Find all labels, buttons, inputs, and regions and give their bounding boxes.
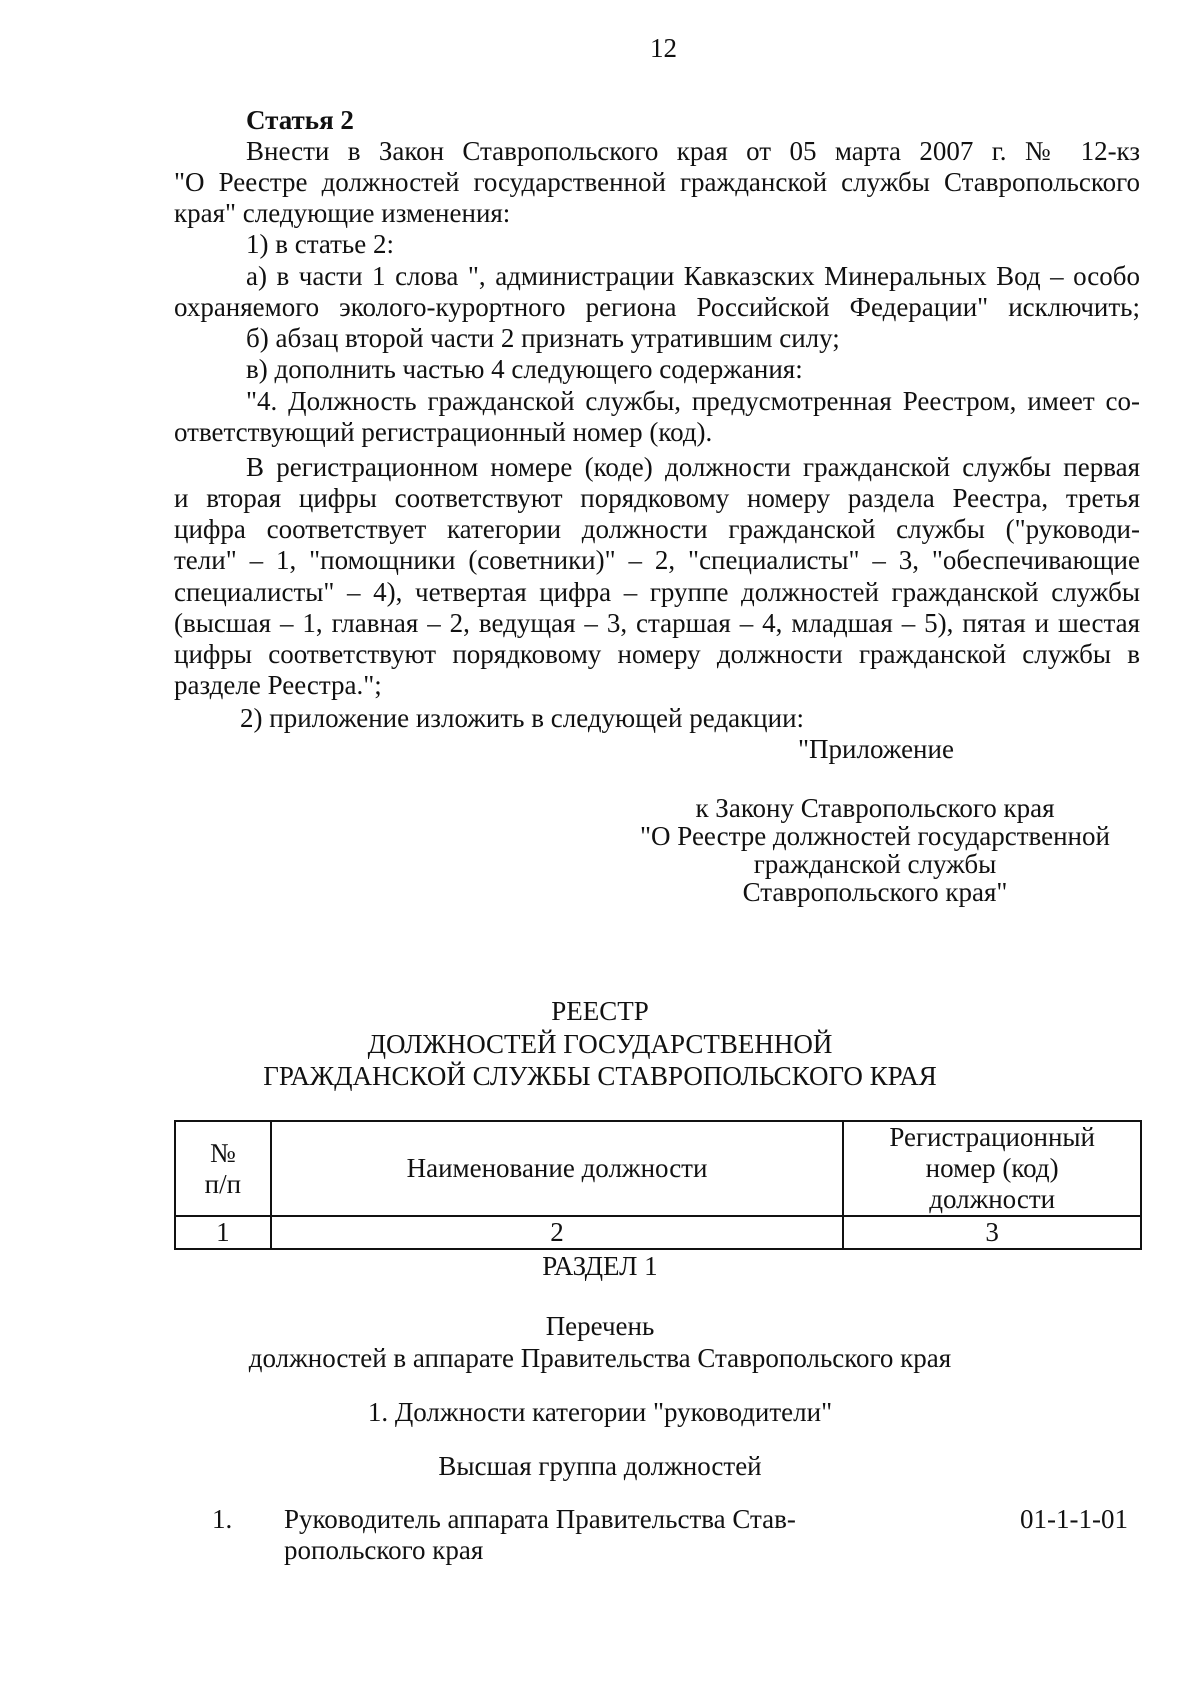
list-title: Перечень xyxy=(545,1311,655,1341)
appendix-line-4: Ставропольского края" xyxy=(742,877,1008,907)
appendix-line-1: к Закону Ставропольского края xyxy=(695,793,1055,823)
column-number-3: 3 xyxy=(843,1216,1141,1249)
appendix-label: "Приложение xyxy=(798,734,954,764)
paragraph-line-8: разделе Реестра."; xyxy=(174,670,382,700)
paragraph-line-6: (высшая – 1, главная – 2, ведущая – 3, старшая – 4, младшая – 5), пятая и шестая xyxy=(174,608,1140,638)
section-title: РАЗДЕЛ 1 xyxy=(542,1251,658,1281)
item-c: в) дополнить частью 4 следующего содержания: xyxy=(246,354,803,384)
article-intro-line-2: "О Реестре должностей государственной гражданской службы Ставропольского xyxy=(174,167,1140,197)
item-b: б) абзац второй части 2 признать утратившим силу; xyxy=(246,323,840,353)
table-header-row xyxy=(175,1121,1141,1216)
article-heading: Статья 2 xyxy=(246,105,354,135)
paragraph-line-1: В регистрационном номере (коде) должности гражданской службы первая xyxy=(246,452,1140,482)
entry-number: 1. xyxy=(212,1504,233,1534)
item-1: 1) в статье 2: xyxy=(246,229,394,259)
list-subtitle: должностей в аппарате Правительства Ставропольского края xyxy=(248,1343,952,1373)
registry-title-2: ДОЛЖНОСТЕЙ ГОСУДАРСТВЕННОЙ xyxy=(367,1029,833,1059)
quote-line-1: "4. Должность гражданской службы, предусмотренная Реестром, имеет со- xyxy=(246,386,1140,416)
entry-name-line-1: Руководитель аппарата Правительства Став- xyxy=(284,1504,796,1534)
paragraph-line-4: тели" – 1, "помощники (советники)" – 2, "специалисты" – 3, "обеспечивающие xyxy=(174,545,1140,575)
paragraph-line-2: и вторая цифры соответствуют порядковому номеру раздела Реестра, третья xyxy=(174,483,1140,513)
entry-name-line-2: ропольского края xyxy=(284,1535,484,1565)
article-intro-line-1: Внести в Закон Ставропольского края от 05 марта 2007 г. № 12-кз xyxy=(246,136,1140,166)
category-heading: 1. Должности категории "руководители" xyxy=(367,1397,833,1427)
quote-line-2: ответствующий регистрационный номер (код). xyxy=(174,417,713,447)
article-intro-line-3: края" следующие изменения: xyxy=(174,198,511,228)
page-number: 12 xyxy=(650,33,677,63)
header-number: № п/п xyxy=(175,1121,271,1216)
paragraph-line-5: специалисты" – 4), четвертая цифра – группе должностей гражданской службы xyxy=(174,577,1140,607)
item-a-line-2: охраняемого эколого-курортного региона Российской Федерации" исключить; xyxy=(174,292,1140,322)
column-number-1: 1 xyxy=(175,1216,271,1249)
item-a-line-1: а) в части 1 слова ", администрации Кавказских Минеральных Вод – особо xyxy=(246,261,1140,291)
header-registration-code: Регистрационный номер (код) должности xyxy=(843,1121,1141,1216)
table-number-row xyxy=(175,1216,1141,1249)
paragraph-line-3: цифра соответствует категории должности гражданской службы ("руководи- xyxy=(174,514,1140,544)
registry-title-3: ГРАЖДАНСКОЙ СЛУЖБЫ СТАВРОПОЛЬСКОГО КРАЯ xyxy=(263,1061,937,1091)
column-number-2: 2 xyxy=(271,1216,844,1249)
entry-code: 01-1-1-01 xyxy=(1020,1504,1128,1534)
appendix-line-3: гражданской службы xyxy=(753,849,997,879)
registry-title-1: РЕЕСТР xyxy=(551,996,649,1026)
registry-table xyxy=(174,1120,1142,1250)
header-position-name: Наименование должности xyxy=(271,1121,844,1216)
appendix-line-2: "О Реестре должностей государственной xyxy=(640,821,1110,851)
paragraph-line-7: цифры соответствуют порядковому номеру должности гражданской службы в xyxy=(174,639,1140,669)
item-2: 2) приложение изложить в следующей редакции: xyxy=(240,703,805,733)
group-heading: Высшая группа должностей xyxy=(438,1451,762,1481)
